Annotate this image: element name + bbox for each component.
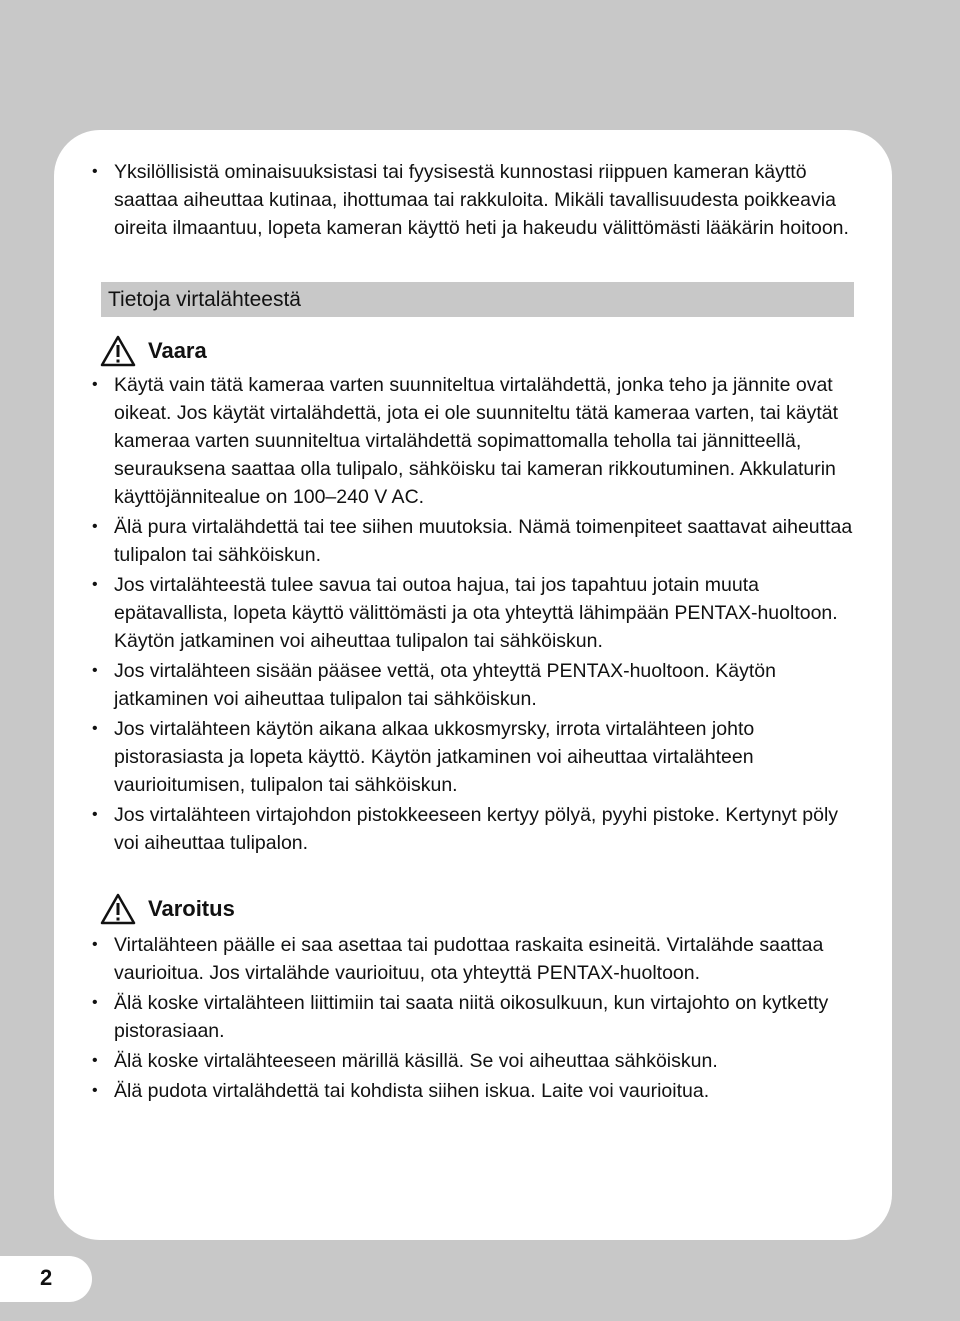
list-item: • Älä pudota virtalähdettä tai kohdista siihen iskua. Laite voi vaurioitua.	[54, 1077, 854, 1105]
section-title: Tietoja virtalähteestä	[101, 282, 854, 317]
list-item: • Virtalähteen päälle ei saa asettaa tai pudottaa raskaita esineitä. Virtalähde saattaa vaurioitua. Jos virtalähde vaurioituu, ota yhteyttä PENTAX-huoltoon.	[54, 931, 854, 987]
list-item: • Jos virtalähteestä tulee savua tai outoa hajua, tai jos tapahtuu jotain muuta epätavallista, lopeta käyttö välittömästi ja ota yhteyttä lähimpään PENTAX-huoltoon. Käytön jatkaminen voi aiheuttaa tulipalon tai sähköiskun.	[54, 571, 854, 655]
list-item: • Jos virtalähteen sisään pääsee vettä, ota yhteyttä PENTAX-huoltoon. Käytön jatkaminen voi aiheuttaa tulipalon tai sähköiskun.	[54, 657, 854, 713]
intro-list	[54, 158, 854, 244]
warning-triangle-icon	[100, 893, 136, 925]
danger-heading	[100, 335, 207, 367]
warning-triangle-icon	[100, 335, 136, 367]
danger-list	[54, 371, 854, 859]
caution-heading-label: Varoitus	[148, 896, 235, 921]
list-item: • Yksilöllisistä ominaisuuksistasi tai fyysisestä kunnostasi riippuen kameran käyttö saattaa aiheuttaa kutinaa, ihottumaa tai rakkuloita. Mikäli tavallisuudesta poikkeavia oireita ilmaantuu, lopeta kameran käyttö heti ja hakeudu välittömästi lääkärin hoitoon.	[54, 158, 854, 242]
page-number: 2	[40, 1265, 53, 1290]
list-item: • Älä koske virtalähteen liittimiin tai saata niitä oikosulkuun, kun virtajohto on kytketty pistorasiaan.	[54, 989, 854, 1045]
caution-heading	[100, 893, 235, 925]
list-item: • Älä pura virtalähdettä tai tee siihen muutoksia. Nämä toimenpiteet saattavat aiheuttaa tulipalon tai sähköiskun.	[54, 513, 854, 569]
list-item: • Jos virtalähteen virtajohdon pistokkeeseen kertyy pölyä, pyyhi pistoke. Kertynyt pöly voi aiheuttaa tulipalon.	[54, 801, 854, 857]
list-item: • Jos virtalähteen käytön aikana alkaa ukkosmyrsky, irrota virtalähteen johto pistorasiasta ja lopeta käyttö. Käytön jatkaminen voi aiheuttaa virtalähteen vaurioitumisen, tulipalon tai sähköiskun.	[54, 715, 854, 799]
list-item: • Älä koske virtalähteeseen märillä käsillä. Se voi aiheuttaa sähköiskun.	[54, 1047, 854, 1075]
danger-heading-label: Vaara	[148, 338, 207, 363]
caution-list	[54, 931, 854, 1107]
list-item: • Käytä vain tätä kameraa varten suunniteltua virtalähdettä, jonka teho ja jännite ovat oikeat. Jos käytät virtalähdettä, jota ei ole suunniteltu tätä kameraa varten, tai käytät kameraa varten suunniteltua virtalähdettä sopimattomalla teholla tai jännitteellä, seurauksena saattaa olla tulipalo, sähköisku tai kameran rikkoutuminen. Akkulaturin käyttöjännitealue on 100–240 V AC.	[54, 371, 854, 511]
